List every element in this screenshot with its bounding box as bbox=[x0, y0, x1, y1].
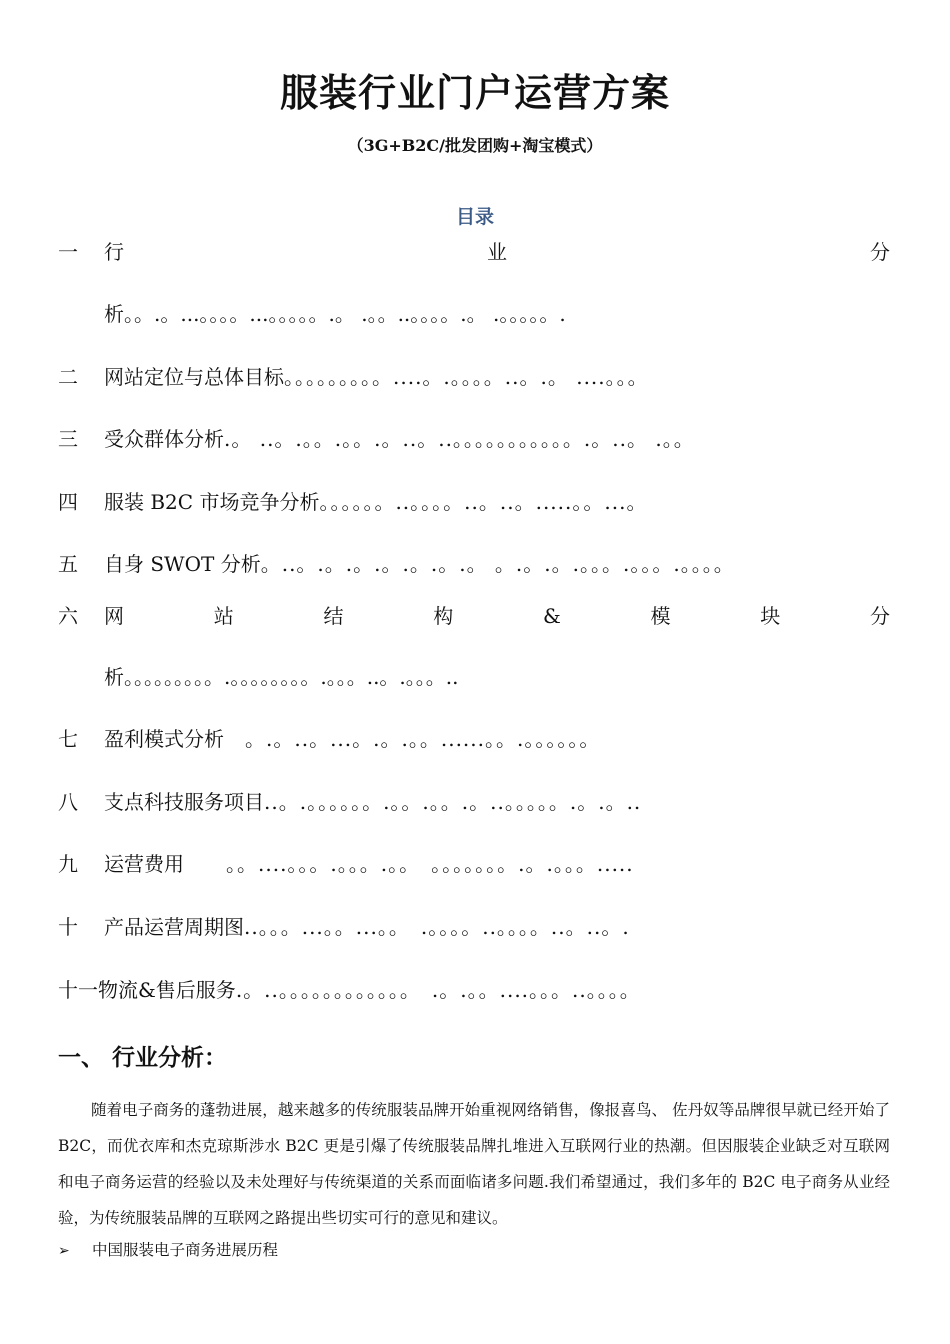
toc-item-text: 盈利模式分析 bbox=[104, 727, 224, 751]
toc-item-1-continuation: 析。。.。...。。。。...。。。。。.。 .。。..。。。。.。 .。。。。。. bbox=[104, 302, 566, 326]
toc-item-2 bbox=[58, 364, 890, 390]
toc-item-number: 三 bbox=[58, 427, 78, 451]
toc-item-number: 四 bbox=[58, 490, 78, 514]
toc-item-number: 九 bbox=[58, 852, 78, 876]
toc-item-number: 十 bbox=[58, 915, 78, 939]
toc-item-text: 运营费用 bbox=[104, 852, 184, 876]
arrow-bullet-icon: ➢ bbox=[58, 1243, 70, 1259]
toc-item-number: 二 bbox=[58, 365, 78, 389]
toc-item-text: 自身 SWOT 分析 bbox=[104, 552, 261, 576]
toc-item-text: 物流&售后服务 bbox=[98, 978, 236, 1002]
toc-item-9 bbox=[58, 851, 890, 877]
toc-item-5 bbox=[58, 551, 890, 577]
toc-item-6-char: 模 bbox=[650, 604, 671, 628]
toc-item-6-char: 网 bbox=[104, 604, 124, 628]
toc-item-8 bbox=[58, 789, 890, 815]
toc-item-11 bbox=[58, 977, 890, 1003]
body-paragraph: 随着电子商务的蓬勃进展，越来越多的传统服装品牌开始重视网络销售，像报喜鸟、 佐丹奴等品牌很早就已经开始了 B2C，而优衣库和杰克琼斯涉水 B2C 更是引爆了传统服装品牌扎堆进入互联网行业的热潮。但因服装企业缺乏对互联网和电子商务运营的经验以及未处理好与传统渠道的关系而面临诸多问题.我们希望通过，我们多年的 B2C 电子商务从业经验，为传统服装品牌的互联网之路提出些切实可行的意见和建议。 bbox=[58, 1101, 890, 1227]
toc-item-1-title bbox=[104, 239, 890, 265]
toc-item-3 bbox=[58, 426, 890, 452]
toc-leader-dots: ..。.。。。。。。.。。.。。.。..。。。。。.。.。.. bbox=[264, 790, 642, 814]
toc-item-6-continuation: 析。。。。。。。。。.。。。。。。。。.。。。..。.。。。.. bbox=[104, 665, 459, 689]
toc-item-6-char: 站 bbox=[213, 604, 234, 628]
section-heading-industry-analysis: 一、 行业分析： bbox=[58, 1045, 228, 1071]
toc-leader-dots: 。..。.。.。.。.。.。.。 。.。.。.。。。.。。。.。。。。 bbox=[260, 552, 735, 576]
toc-leader-dots: 。。。。。。..。。。。..。..。.....。。...。 bbox=[319, 490, 648, 514]
bullet-text: 中国服装电子商务进展历程 bbox=[92, 1241, 279, 1259]
toc-item-6-title bbox=[104, 603, 890, 629]
toc-item-text: 产品运营周期图 bbox=[104, 915, 244, 939]
toc-leader-dots: 。.。..。...。.。.。。......。。.。。。。。。 bbox=[224, 727, 601, 751]
bullet-item bbox=[58, 1238, 278, 1263]
document-subtitle: （3G+B2C/批发团购+淘宝模式） bbox=[347, 136, 603, 155]
toc-item-text: 服装 B2C 市场竞争分析 bbox=[104, 490, 320, 514]
toc-item-6-number: 六 bbox=[58, 604, 78, 628]
toc-item-1-char: 行 bbox=[104, 240, 124, 264]
toc-heading: 目录 bbox=[455, 206, 494, 228]
toc-item-6-char: 分 bbox=[869, 604, 890, 628]
toc-leader-dots: .。..。。。。。。。。。。。。 .。.。。....。。。..。。。。 bbox=[235, 978, 641, 1002]
toc-item-1-char: 业 bbox=[487, 240, 507, 264]
toc-item-6-char: 构 bbox=[433, 604, 454, 628]
toc-item-number: 八 bbox=[58, 790, 78, 814]
document-title: 服装行业门户运营方案 bbox=[279, 71, 670, 115]
toc-item-7 bbox=[58, 726, 890, 752]
toc-item-6-char: 块 bbox=[760, 604, 781, 628]
toc-item-text: 网站定位与总体目标 bbox=[104, 365, 284, 389]
toc-item-number: 五 bbox=[58, 552, 78, 576]
toc-item-1-char: 分 bbox=[870, 240, 890, 264]
toc-item-1-number: 一 bbox=[58, 240, 78, 264]
toc-item-10 bbox=[58, 914, 890, 940]
toc-item-number: 十一 bbox=[58, 978, 98, 1002]
toc-item-text: 受众群体分析 bbox=[104, 427, 224, 451]
toc-item-number: 七 bbox=[58, 727, 78, 751]
toc-item-4 bbox=[58, 489, 890, 515]
toc-leader-dots: .。 ..。.。。.。。.。..。..。。。。。。。。。。。.。..。 .。。 bbox=[224, 427, 695, 451]
toc-leader-dots: 。。....。。。.。。。.。。 。。。。。。。.。.。。。..... bbox=[184, 852, 634, 876]
toc-leader-dots: 。。。。。。。。。....。.。。。。..。.。 ....。。。 bbox=[284, 365, 649, 389]
toc-leader-dots: ..。。。...。。...。。 .。。。。..。。。。..。..。. bbox=[244, 915, 630, 939]
toc-item-6-char: & bbox=[542, 604, 561, 628]
toc-item-6-char: 结 bbox=[323, 604, 344, 628]
toc-item-text: 支点科技服务项目 bbox=[104, 790, 264, 814]
